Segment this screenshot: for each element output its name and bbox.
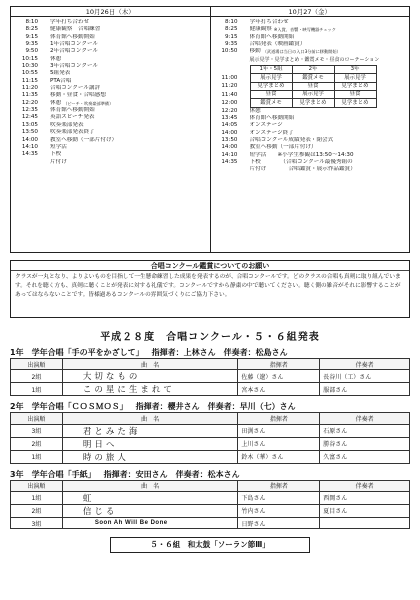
rotation-cell: 昼食 <box>250 90 292 98</box>
entry-order: 2組 <box>11 504 63 517</box>
time: 10:30 <box>21 63 38 70</box>
final-performance: ５・６組 和太鼓「ソーラン節Ⅲ」 <box>110 537 310 553</box>
table-row <box>11 450 410 463</box>
entry-song: Soon Ah Will Be Done <box>62 517 238 528</box>
time: 8:10 <box>25 19 38 25</box>
rotation-row <box>250 99 376 107</box>
table-row <box>11 383 410 396</box>
grade-conductor: 指揮者：上林さん <box>151 348 216 357</box>
day2-schedule <box>210 7 410 252</box>
rotation-header-row <box>250 66 376 74</box>
time: 13:50 <box>21 129 38 136</box>
time: 11:35 <box>21 92 38 99</box>
event: 健康観察 合唱練習 <box>50 26 101 33</box>
time: 13:05 <box>21 121 38 128</box>
entry-accompanist: 久富さん <box>320 450 410 463</box>
day1-row <box>14 56 207 63</box>
event: 体育館へ移動開始 <box>249 114 295 121</box>
event: オンステージ終了 <box>249 129 294 136</box>
rotation-time: 11:40 <box>221 91 238 98</box>
rotation-cell: 鑑賞メモ <box>292 74 334 82</box>
event: 短学活 ※小学生参観は13:50〜14:30 <box>249 151 354 158</box>
event: 移動 <box>249 48 261 55</box>
day2-row <box>214 48 407 55</box>
event: 5組発表 <box>50 70 71 77</box>
day2-row <box>214 152 407 159</box>
day2-row <box>214 41 407 48</box>
time: 9:15 <box>224 33 238 40</box>
event: 片付け <box>50 158 67 165</box>
rotation-cell: 昼食 <box>334 90 376 98</box>
day1-row <box>14 34 207 41</box>
day2-row <box>214 122 407 129</box>
header-song: 曲 名 <box>62 359 238 370</box>
entry-order: 1組 <box>11 450 63 463</box>
entry-accompanist <box>320 517 410 528</box>
entry-accompanist: 勝谷さん <box>320 437 410 450</box>
day2-date: 10月27（金） <box>211 7 410 17</box>
event: 3年合唱コンクール <box>50 63 99 70</box>
header-order: 出演順 <box>11 359 63 370</box>
time: 14:35 <box>221 158 238 165</box>
entry-conductor: 下島さん <box>238 491 320 504</box>
song-table <box>10 358 410 396</box>
entry-order: 2組 <box>11 370 63 383</box>
day1-row <box>14 92 207 99</box>
time: 11:15 <box>21 77 38 84</box>
time <box>214 166 238 173</box>
class-heading <box>10 401 410 412</box>
entry-conductor: 宮本さん <box>238 383 320 396</box>
event-note: （武道場は当日の入口3分前に移動開始） <box>262 49 341 55</box>
rotation-time: 12:00 <box>221 100 238 107</box>
event: 健康観察 <box>249 26 272 33</box>
time: 10:50 <box>221 48 238 55</box>
grade: 1年 <box>10 348 24 357</box>
grade-accompanist: 伴奏者：松本さん <box>175 469 240 479</box>
header-conductor: 指揮者 <box>238 480 320 491</box>
rotation-cell: 展示見学 <box>250 74 292 82</box>
rotation-table <box>250 65 377 108</box>
time: 9:15 <box>25 33 38 40</box>
time: 14:10 <box>21 143 38 150</box>
header-conductor: 指揮者 <box>238 359 320 370</box>
time: 14:00 <box>221 129 238 136</box>
event: 英語スピーチ発表 <box>50 114 95 121</box>
grade-conductor: 指揮者：櫻井さん <box>135 402 200 412</box>
table-row <box>11 504 410 517</box>
time: 11:20 <box>21 85 38 92</box>
day1-row <box>14 137 207 144</box>
event: 短学活 <box>50 143 67 150</box>
time: 8:25 <box>224 26 238 33</box>
song-table-header <box>11 413 410 424</box>
event: 休憩 <box>50 55 62 62</box>
entry-order: 2組 <box>11 437 63 450</box>
grade: 2年 <box>10 402 24 412</box>
event: 移動・昼食・合唱感想 <box>50 92 106 99</box>
time: 10:15 <box>21 55 38 62</box>
day1-row <box>14 19 207 26</box>
entry-accompanist: 西岡さん <box>320 491 410 504</box>
rotation-cell: 見学まとめ <box>334 99 376 107</box>
rotation-header-cell: 1年・5組 <box>250 66 292 74</box>
table-row <box>11 437 410 450</box>
day2-row <box>214 19 407 26</box>
time: 9:50 <box>25 48 38 55</box>
day1-row <box>14 129 207 136</box>
rotation-row <box>250 90 376 98</box>
notice-title: 合唱コンクール鑑賞についてのお願い <box>11 261 409 271</box>
time: 14:05 <box>221 122 238 129</box>
header-song: 曲 名 <box>62 480 238 491</box>
table-row <box>11 491 410 504</box>
time: 12:35 <box>21 107 38 114</box>
event: 教室へ移動（一部片付け） <box>249 144 317 151</box>
song-table <box>10 412 410 463</box>
event: 2年合唱コンクール <box>50 48 99 55</box>
entry-conductor: 上川さん <box>238 437 320 450</box>
day1-date: 10月26日（木） <box>11 7 210 17</box>
entry-accompanist: 服部さん <box>320 383 410 396</box>
event-note: ※入賞、音響・映写機器チェック <box>273 27 336 33</box>
rotation-cell: 展示見学 <box>334 74 376 82</box>
time: 12:20 <box>221 107 238 114</box>
event: オンステージ <box>249 122 283 129</box>
entry-accompanist: 長谷川（工）さん <box>320 370 410 383</box>
time: 14:00 <box>221 144 238 151</box>
day1-row <box>14 159 207 166</box>
song-table-header <box>11 480 410 491</box>
entry-order: 3組 <box>11 424 63 437</box>
day2-row <box>214 115 407 122</box>
grade-conductor: 指揮者：安田さん <box>103 469 168 479</box>
entry-accompanist: 石原さん <box>320 424 410 437</box>
entry-song: 大切なもの <box>62 370 238 383</box>
rotation-header-cell: 3年 <box>334 66 376 74</box>
time: 9:35 <box>224 41 238 48</box>
day1-row <box>14 78 207 85</box>
day1-row <box>14 100 207 107</box>
day2-row <box>214 34 407 41</box>
day2-row <box>214 108 407 115</box>
day1-row <box>14 26 207 33</box>
entry-accompanist: 夏目さん <box>320 504 410 517</box>
entry-order: 1組 <box>11 383 63 396</box>
schedule <box>10 6 410 253</box>
rotation-header-cell: 2年 <box>292 66 334 74</box>
rotation-time: 11:00 <box>221 74 238 81</box>
song-table <box>10 480 410 530</box>
entry-conductor: 竹内さん <box>238 504 320 517</box>
entry-conductor: 佐藤（遼）さん <box>238 370 320 383</box>
day1-row <box>14 114 207 121</box>
entry-song: 虹 <box>62 491 238 504</box>
rotation-title: 展示見学・見学まとめ・鑑賞メモ・昼食のローテーション <box>249 56 380 63</box>
day1-schedule <box>11 7 210 252</box>
event: 吹奏楽部発表終了 <box>50 129 95 136</box>
rotation-time: 11:20 <box>221 83 238 90</box>
event: 体育館へ移動開始 <box>50 107 95 114</box>
header-order: 出演順 <box>11 413 63 424</box>
entry-conductor: 田渕さん <box>238 424 320 437</box>
header-accompanist: 伴奏者 <box>320 359 410 370</box>
event: 学年打ち合わせ <box>50 19 90 25</box>
entry-song: 信じる <box>62 504 238 517</box>
day1-row <box>14 70 207 77</box>
rotation-cell: 昼食 <box>292 82 334 90</box>
header-accompanist: 伴奏者 <box>320 480 410 491</box>
event: 下校 （合唱コンクール最優秀組の <box>249 158 353 165</box>
time: 9:35 <box>25 41 38 48</box>
event: 体育館へ移動開始 <box>249 33 295 40</box>
header-song: 曲 名 <box>62 413 238 424</box>
table-row <box>11 424 410 437</box>
entry-song: 君とみた海 <box>62 424 238 437</box>
day1-row <box>14 48 207 55</box>
time: 8:25 <box>25 26 38 33</box>
event: 体育館へ移動開始 <box>50 33 95 40</box>
grade-song: 学年合唱「手の平をかざして」 <box>31 348 144 357</box>
event: 合唱発表（映画鑑賞） <box>249 41 306 48</box>
rotation-cell: 展示見学 <box>292 90 334 98</box>
time: 10:55 <box>21 70 38 77</box>
entry-order: 3組 <box>11 517 63 528</box>
day2-row <box>214 159 407 166</box>
event: 合唱コンクール講評 <box>50 85 101 92</box>
day2-row <box>214 26 407 33</box>
rotation-cell: 見学まとめ <box>292 99 334 107</box>
rotation-cell: 見学まとめ <box>250 82 292 90</box>
day1-row <box>14 85 207 92</box>
grade-song: 学年合唱「ＣＯＳＭＯＳ」 <box>31 402 128 412</box>
header-accompanist: 伴奏者 <box>320 413 410 424</box>
entry-song: 時の旅人 <box>62 450 238 463</box>
day2-row <box>214 144 407 151</box>
event: 吹奏楽部発表 <box>50 121 84 128</box>
notice-body: クラスが一丸となり、よりよいものを目指して一生懸命練習した成果を発表するのが、合唱コンクールです。どのクラスの合唱も真剣に取り組んでいます。それを聴く方も、真剣に聴くことが発表に対する礼儀です。コンクールですから静粛の中で聴いてください。聴く側の雑音がそれに影響することがあってはならないことです。皆様過あるコンクールの雰囲気づくりにご協力下さい。 <box>15 274 401 298</box>
header-conductor: 指揮者 <box>238 413 320 424</box>
header-order: 出演順 <box>11 480 63 491</box>
event: PTA合唱 <box>50 77 72 84</box>
entry-song: 明日へ <box>62 437 238 450</box>
time: 12:45 <box>21 114 38 121</box>
day1-row <box>14 107 207 114</box>
grade-song: 学年合唱「手紙」 <box>31 469 96 479</box>
event: 片付け 合唱鑑賞・展示作品鑑賞） <box>249 166 356 173</box>
time: 13:45 <box>221 114 238 121</box>
event-note: （ピーチ・吹奏楽部準備） <box>63 100 114 106</box>
time: 8:10 <box>224 19 238 25</box>
event: 教室へ移動（一部片付け） <box>50 136 118 143</box>
rotation-cell: 見学まとめ <box>334 82 376 90</box>
day1-row <box>14 122 207 129</box>
rotation-row <box>250 74 376 82</box>
rotation-row <box>250 82 376 90</box>
day2-row <box>214 166 407 173</box>
day2-row <box>214 130 407 137</box>
table-row <box>11 370 410 383</box>
grade: 3年 <box>10 469 24 479</box>
time: 13:50 <box>221 136 238 143</box>
rotation-cell: 鑑賞メモ <box>250 99 292 107</box>
competition-title: 平成２８度 合唱コンクール・５・６組発表 <box>100 332 320 343</box>
event: 休憩 <box>249 107 261 114</box>
entry-conductor: 鈴木（華）さん <box>238 450 320 463</box>
entry-conductor: 日野さん <box>238 517 320 528</box>
time <box>14 159 38 166</box>
event: 休憩 <box>50 99 62 106</box>
class-heading <box>10 469 410 480</box>
class-heading <box>10 347 410 358</box>
time: 12:20 <box>21 99 38 106</box>
grade-accompanist: 伴奏者：早川（七）さん <box>207 402 296 412</box>
event: 学年打ち合わせ <box>249 19 289 25</box>
entry-order: 1組 <box>11 491 63 504</box>
day1-row <box>14 41 207 48</box>
table-row <box>11 517 410 528</box>
day1-row <box>14 144 207 151</box>
time: 14:10 <box>221 151 238 158</box>
day1-row <box>14 151 207 158</box>
song-table-header <box>11 359 410 370</box>
entry-song: この星に生まれて <box>62 383 238 396</box>
time: 14:00 <box>21 136 38 143</box>
event: 1年合唱コンクール <box>50 41 99 48</box>
time: 14:35 <box>21 151 38 158</box>
event: 下校 <box>50 151 62 158</box>
grade-accompanist: 伴奏者：松島さん <box>223 348 288 357</box>
day1-row <box>14 63 207 70</box>
notice-box <box>10 260 410 318</box>
day2-row <box>214 137 407 144</box>
event: 合唱コンクール成績発表・閉会式 <box>249 136 334 143</box>
